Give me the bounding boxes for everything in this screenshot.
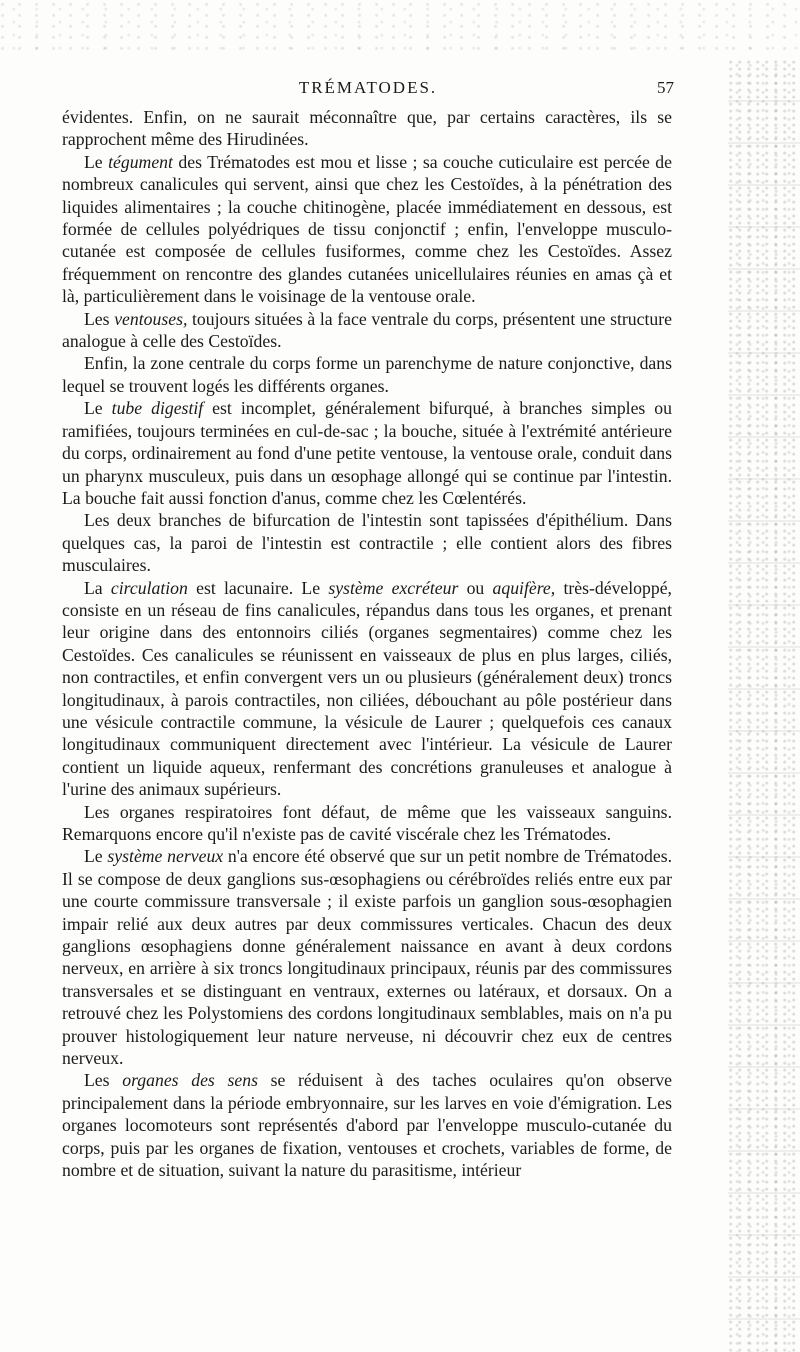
- italic-term: système excréteur: [328, 577, 459, 598]
- text-run: des Trématodes est mou et lisse ; sa couche cuticulaire est percée de nombreux canalicules qui servent, ainsi que chez les Cestoïdes, à la pénétration des liquides alimentaires ; la couche chitinogène, placée immédiatement en dessous, est formée de cellules polyédriques de tissu conjonctif ; enfin, l'enveloppe musculo-cutanée est composée de cellules fusiformes, comme chez les Cestoïdes. Assez fréquemment on rencontre des glandes cutanées unicellulaires réunies en amas çà et là, particulièrement dans le voisinage de la ventouse orale.: [62, 151, 673, 307]
- italic-term: système nerveux: [107, 846, 224, 867]
- page-number: 57: [657, 78, 674, 97]
- scan-noise-top: [0, 0, 800, 50]
- text-run: Les deux branches de bifurcation de l'intestin sont tapissées d'épithélium. Dans quelques cas, la paroi de l'intestin est contractile ; elle contient alors des fibres musculaires.: [62, 510, 672, 576]
- text-run: Les organes respiratoires font défaut, de même que les vaisseaux sanguins. Remarquons encore qu'il n'existe pas de cavité viscérale chez les Trématodes.: [62, 801, 672, 844]
- paragraph: [62, 845, 672, 1069]
- paragraph: [62, 577, 672, 801]
- text-run: Les: [84, 308, 115, 329]
- paragraph: [62, 801, 672, 846]
- running-title: TRÉMATODES.: [298, 78, 438, 97]
- paragraph: [62, 509, 672, 576]
- paragraph: [62, 151, 672, 308]
- text-run: est lacunaire. Le: [187, 577, 329, 598]
- page-header: [62, 78, 674, 104]
- paragraph: [62, 308, 672, 353]
- scan-noise-margin: [728, 60, 800, 1352]
- text-run: évidentes. Enfin, on ne saurait méconnaître que, par certains caractères, ils se rapprochent même des Hirudinées.: [62, 107, 672, 150]
- italic-term: organes des sens: [122, 1070, 258, 1091]
- text-run: Enfin, la zone centrale du corps forme un parenchyme de nature conjonctive, dans lequel se trouvent logés les différents organes.: [62, 353, 672, 396]
- italic-term: ventouses,: [114, 308, 188, 329]
- text-run: se réduisent à des taches oculaires qu'on observe principalement dans la période embryonnaire, sur les larves en voie d'émigration. Les organes locomoteurs sont représentés d'abord par l'enveloppe musculo-cutanée du corps, puis par les organes de fixation, ventouses et crochets, variables de forme, de nombre et de situation, suivant la nature du parasitisme, intérieur: [62, 1070, 672, 1181]
- text-run: La: [84, 577, 111, 598]
- paragraph: [62, 1069, 672, 1181]
- italic-term: aquifère,: [492, 577, 556, 598]
- italic-term: tégument: [108, 151, 173, 172]
- body-text: [62, 106, 672, 1182]
- paragraph: [62, 352, 672, 397]
- text-run: toujours situées à la face ventrale du corps, présentent une structure analogue à celle des Cestoïdes.: [62, 308, 673, 352]
- text-run: n'a encore été observé que sur un petit nombre de Trématodes. Il se compose de deux ganglions sus-œsophagiens ou cérébroïdes reliés entre eux par une courte commissure transversale ; il existe parfois un ganglion sous-œsophagien impair relié aux deux autres par deux commissures verticales. Chacun des deux ganglions œsophagiens donne généralement naissance en avant à deux cordons nerveux, en arrière à six troncs longitudinaux principaux, réunis par des commissures transversales et se distinguant en ventraux, externes ou latéraux, et dorsaux. On a retrouvé chez les Polystomiens des cordons longitudinaux semblables, mais on n'a pu prouver histologiquement leur nature nerveuse, ni découvrir chez eux de centres nerveux.: [62, 846, 672, 1069]
- text-run: ou: [458, 577, 493, 598]
- paragraph: [62, 397, 672, 509]
- text-run: est incomplet, généralement bifurqué, à branches simples ou ramifiées, toujours terminées en cul-de-sac ; la bouche, située à l'extrémité antérieure du corps, ordinairement au fond d'une petite ventouse, la ventouse orale, conduit dans un pharynx musculeux, puis dans un œsophage allongé qui se continue par l'intestin. La bouche fait aussi fonction d'anus, comme chez les Cœlentérés.: [62, 398, 672, 508]
- text-run: Les: [84, 1070, 123, 1091]
- italic-term: tube digestif: [111, 398, 204, 419]
- text-run: Le: [84, 398, 112, 419]
- text-run: très-développé, consiste en un réseau de fins canalicules, répandus dans tous les organes, et prenant leur origine dans des entonnoirs ciliés (organes segmentaires) comme chez les Cestoïdes. Ces canalicules se réunissent en vaisseaux de plus en plus larges, ciliés, non contractiles, et enfin convergent vers un ou plusieurs (généralement deux) troncs longitudinaux, à parois contractiles, non ciliées, débouchant au pôle postérieur dans une vésicule contractile commune, la vésicule de Laurer ; quelquefois ces canaux longitudinaux communiquent directement avec l'intérieur. La vésicule de Laurer contient un liquide aqueux, renfermant des concrétions granuleuses et analogue à l'urine des animaux supérieurs.: [62, 577, 672, 800]
- text-run: Le: [84, 846, 108, 867]
- italic-term: circulation: [110, 577, 188, 598]
- paragraph: [62, 106, 672, 151]
- text-run: Le: [84, 151, 109, 172]
